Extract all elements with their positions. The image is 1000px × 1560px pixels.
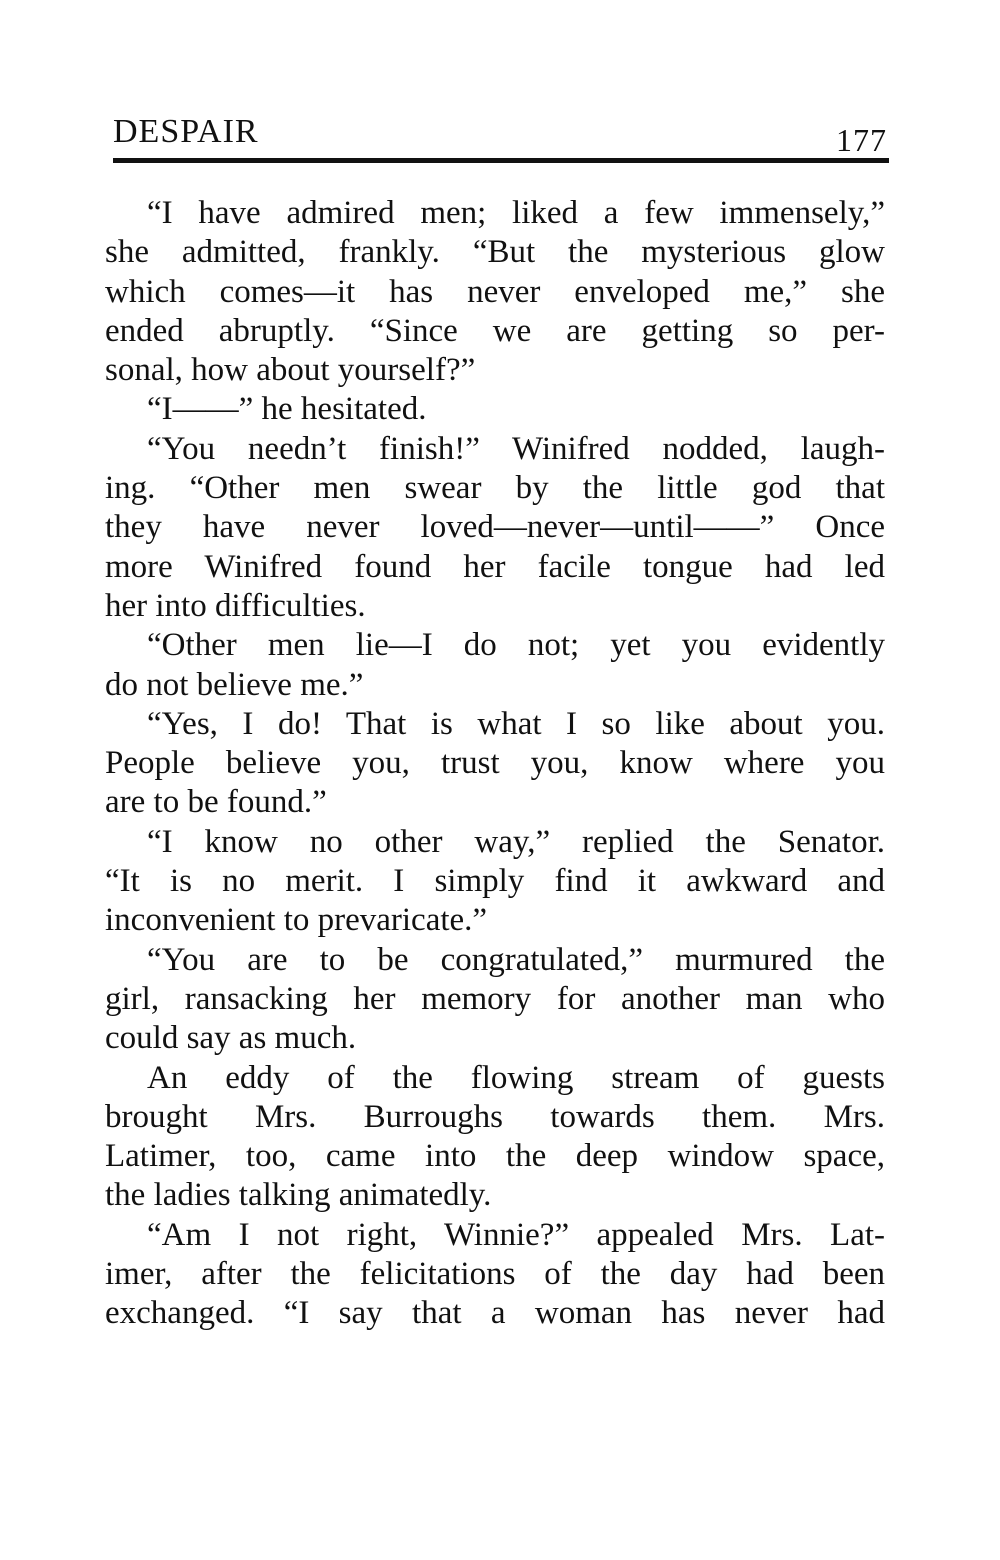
running-title: DESPAIR: [113, 113, 259, 150]
running-header: [113, 108, 887, 158]
text-line: more Winifred found her facile tongue had led: [105, 548, 885, 585]
text-line: ing. “Other men swear by the little god that: [105, 470, 885, 507]
page-number: 177: [836, 122, 887, 158]
text-line: girl, ransacking her memory for another man who: [105, 980, 885, 1017]
text-line: she admitted, frankly. “But the mysterious glow: [105, 234, 885, 271]
text-line: brought Mrs. Burroughs towards them. Mrs.: [105, 1098, 885, 1135]
text-line: Latimer, too, came into the deep window space,: [105, 1138, 885, 1175]
text-line: they have never loved—never—until——” Once: [105, 509, 885, 546]
text-line: “You are to be congratulated,” murmured the: [147, 941, 885, 978]
text-line: “Am I not right, Winnie?” appealed Mrs. Lat-: [147, 1216, 885, 1253]
body-text: [105, 194, 885, 1334]
text-line: do not believe me.”: [105, 666, 364, 703]
text-line: imer, after the felicitations of the day had been: [105, 1256, 885, 1293]
text-line: “You needn’t finish!” Winifred nodded, laugh-: [147, 430, 885, 467]
text-line: exchanged. “I say that a woman has never had: [105, 1295, 885, 1332]
text-line: “I know no other way,” replied the Senator.: [147, 823, 885, 860]
text-line: An eddy of the flowing stream of guests: [147, 1059, 885, 1096]
text-line: her into difficulties.: [105, 587, 366, 624]
text-line: “Yes, I do! That is what I so like about you.: [147, 705, 885, 742]
text-line: ended abruptly. “Since we are getting so per-: [105, 312, 885, 349]
text-line: inconvenient to prevaricate.”: [105, 902, 488, 939]
text-line: the ladies talking animatedly.: [105, 1177, 492, 1214]
header-rule: [113, 158, 889, 163]
text-line: sonal, how about yourself?”: [105, 352, 476, 389]
text-line: are to be found.”: [105, 784, 327, 821]
text-line: “I——” he hesitated.: [147, 391, 427, 428]
text-line: “Other men lie—I do not; yet you evidently: [147, 627, 885, 664]
text-line: “I have admired men; liked a few immensely,”: [147, 195, 885, 231]
text-line: People believe you, trust you, know where you: [105, 745, 885, 782]
text-line: “It is no merit. I simply find it awkward and: [105, 863, 885, 900]
text-line: which comes—it has never enveloped me,” she: [105, 273, 885, 310]
text-line: could say as much.: [105, 1020, 357, 1057]
